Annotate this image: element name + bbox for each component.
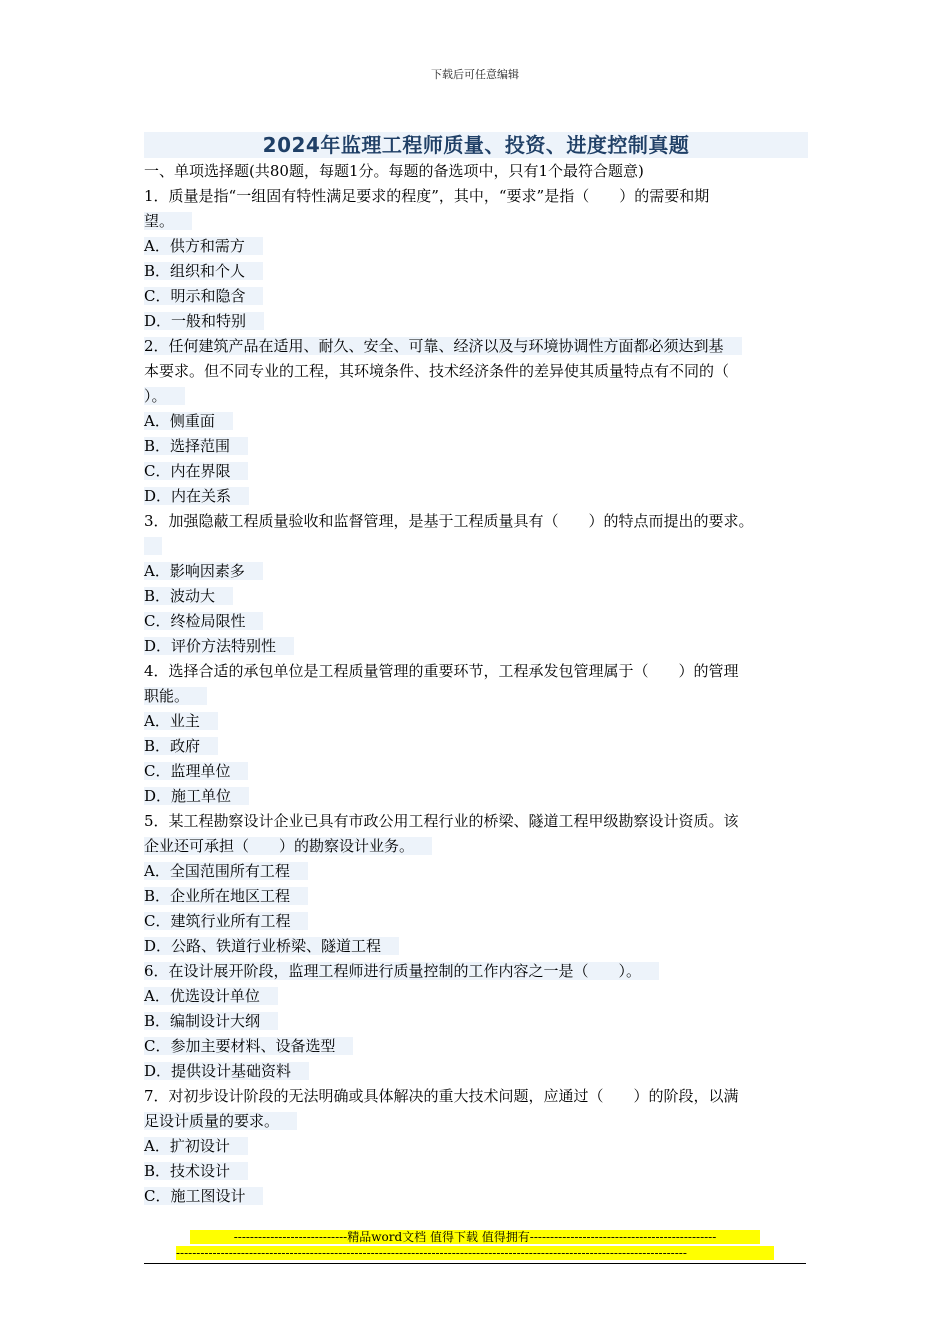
text-line — [144, 1009, 808, 1034]
document-body — [144, 132, 808, 1209]
text-line — [144, 409, 808, 434]
text-line — [144, 1034, 808, 1059]
text-line — [144, 959, 808, 984]
text-line — [144, 1134, 808, 1159]
text-line — [144, 834, 808, 859]
line-text: A．优选设计单位 — [144, 987, 278, 1005]
line-text: C．建筑行业所有工程 — [144, 912, 308, 930]
text-line — [144, 809, 808, 834]
text-line — [144, 659, 808, 684]
text-line — [144, 859, 808, 884]
line-text: C．参加主要材料、设备选型 — [144, 1037, 353, 1055]
header-note: 下载后可任意编辑 — [431, 68, 519, 81]
text-line — [144, 609, 808, 634]
line-text: A．侧重面 — [144, 412, 233, 430]
line-text: 一、单项选择题(共80题，每题1分。每题的备选项中，只有1个最符合题意) — [144, 162, 644, 180]
text-line — [144, 1084, 808, 1109]
line-text: 望。 — [144, 212, 192, 230]
text-line — [144, 1059, 808, 1084]
text-line — [144, 784, 808, 809]
line-text — [144, 537, 162, 555]
line-text: 3．加强隐蔽工程质量验收和监督管理，是基于工程质量具有（ ）的特点而提出的要求。 — [144, 512, 754, 530]
text-line — [144, 684, 808, 709]
line-text: 7．对初步设计阶段的无法明确或具体解决的重大技术问题，应通过（ ）的阶段，以满 — [144, 1087, 739, 1105]
text-line — [144, 509, 808, 534]
text-line — [144, 334, 808, 359]
footer-banner: ----------------------------精品word文档 值得下载 值得拥有---------------------------------------------- — [190, 1230, 760, 1244]
text-line — [144, 1109, 808, 1134]
line-text: 足设计质量的要求。 — [144, 1112, 297, 1130]
text-line — [144, 734, 808, 759]
line-text: 本要求。但不同专业的工程，其环境条件、技术经济条件的差异使其质量特点有不同的（ — [144, 362, 730, 380]
text-line — [144, 234, 808, 259]
line-text: C．明示和隐含 — [144, 287, 263, 305]
text-line — [144, 934, 808, 959]
footer-dashes: ------------------------------------------------------------------------------------------------------------------------------ — [176, 1246, 774, 1260]
line-text: B．组织和个人 — [144, 262, 263, 280]
line-text: D．提供设计基础资料 — [144, 1062, 309, 1080]
text-line — [144, 884, 808, 909]
line-text: D．内在关系 — [144, 487, 249, 505]
line-text: B．技术设计 — [144, 1162, 248, 1180]
text-line — [144, 184, 808, 209]
text-line — [144, 584, 808, 609]
line-text: C．终检局限性 — [144, 612, 263, 630]
line-text: 1．质量是指“一组固有特性满足要求的程度”，其中，“要求”是指（ ）的需要和期 — [144, 187, 710, 205]
question-list — [144, 159, 808, 1209]
line-text: 6．在设计展开阶段，监理工程师进行质量控制的工作内容之一是（ ）。 — [144, 962, 659, 980]
text-line — [144, 634, 808, 659]
line-text: C．内在界限 — [144, 462, 248, 480]
line-text: ）。 — [144, 387, 185, 405]
text-line — [144, 284, 808, 309]
text-line — [144, 909, 808, 934]
text-line — [144, 384, 808, 409]
text-line — [144, 1184, 808, 1209]
text-line — [144, 309, 808, 334]
line-text: A．影响因素多 — [144, 562, 263, 580]
text-line — [144, 484, 808, 509]
line-text: C．施工图设计 — [144, 1187, 263, 1205]
line-text: A．扩初设计 — [144, 1137, 248, 1155]
line-text: C．监理单位 — [144, 762, 248, 780]
line-text: 4．选择合适的承包单位是工程质量管理的重要环节，工程承发包管理属于（ ）的管理 — [144, 662, 739, 680]
line-text: 企业还可承担（ ）的勘察设计业务。 — [144, 837, 432, 855]
line-text: D．一般和特别 — [144, 312, 264, 330]
line-text: D．施工单位 — [144, 787, 249, 805]
text-line — [144, 159, 808, 184]
line-text: B．企业所在地区工程 — [144, 887, 308, 905]
text-line — [144, 984, 808, 1009]
text-line — [144, 709, 808, 734]
line-text: B．政府 — [144, 737, 218, 755]
text-line — [144, 534, 808, 559]
line-text: A．全国范围所有工程 — [144, 862, 308, 880]
text-line — [144, 359, 808, 384]
line-text: B．波动大 — [144, 587, 233, 605]
text-line — [144, 459, 808, 484]
text-line — [144, 559, 808, 584]
line-text: D．公路、铁道行业桥梁、隧道工程 — [144, 937, 399, 955]
text-line — [144, 434, 808, 459]
line-text: B．编制设计大纲 — [144, 1012, 278, 1030]
document-title: 2024年监理工程师质量、投资、进度控制真题 — [144, 132, 808, 158]
line-text: 5．某工程勘察设计企业已具有市政公用工程行业的桥梁、隧道工程甲级勘察设计资质。该 — [144, 812, 739, 830]
footer-rule — [144, 1263, 806, 1264]
line-text: D．评价方法特别性 — [144, 637, 294, 655]
line-text: B．选择范围 — [144, 437, 248, 455]
text-line — [144, 209, 808, 234]
line-text: 2．任何建筑产品在适用、耐久、安全、可靠、经济以及与环境协调性方面都必须达到基 — [144, 337, 742, 355]
text-line — [144, 759, 808, 784]
line-text: A．业主 — [144, 712, 218, 730]
line-text: 职能。 — [144, 687, 207, 705]
text-line — [144, 259, 808, 284]
line-text: A．供方和需方 — [144, 237, 263, 255]
text-line — [144, 1159, 808, 1184]
